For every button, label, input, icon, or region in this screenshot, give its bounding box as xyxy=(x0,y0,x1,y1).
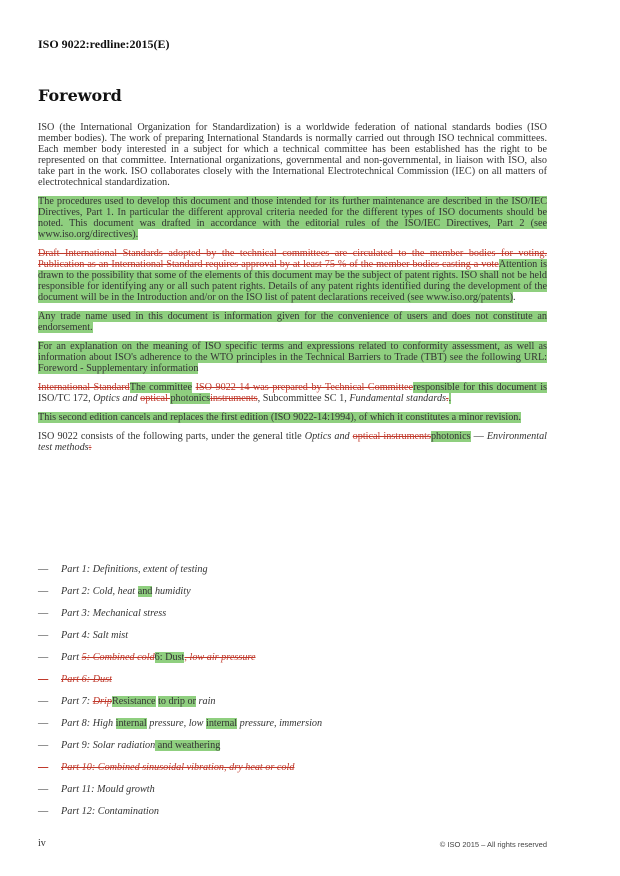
paragraph-trade-name xyxy=(38,311,547,333)
list-item-text: Part 4: Salt mist xyxy=(61,630,129,641)
list-dash: — xyxy=(38,630,49,641)
list-item xyxy=(38,585,547,607)
deleted-text: Drip xyxy=(92,696,112,707)
italic-text: Environmental test methods xyxy=(38,431,547,453)
deleted-text: optical instruments xyxy=(352,431,431,442)
inserted-text: This second edition cancels and replaces the first edition (ISO 9022-14:1994), of which it constitutes a minor revision. xyxy=(38,412,521,423)
italic-text: Fundamental standards xyxy=(349,393,446,404)
deleted-text: optical xyxy=(140,393,171,404)
deleted-text: Draft International Standards adopted by the technical committees are circulated to the member bodies for voting. Publication as an International Standard requires approval by at least 75 % of the member bodies casting a vote xyxy=(38,248,547,270)
list-item xyxy=(38,563,547,585)
inserted-text: and xyxy=(137,586,153,597)
list-dash: — xyxy=(38,564,49,575)
text-run: Part 9: Solar radiation xyxy=(61,740,156,751)
inserted-text: Any trade name used in this document is information given for the convenience of users and does not constitute an endorsement. xyxy=(38,311,547,333)
list-dash: — xyxy=(38,586,49,597)
list-dash: — xyxy=(38,718,49,729)
paragraph-conformity xyxy=(38,341,547,374)
inserted-text: For an explanation on the meaning of ISO specific terms and expressions related to conformity assessment, as well as information about ISO's adherence to the WTO principles in the Technical Barriers to Trade (TBT) see the following URL: Foreword - Supplementary information xyxy=(38,341,547,374)
inserted-text: to drip or xyxy=(158,696,196,707)
list-item xyxy=(38,739,547,761)
list-item xyxy=(38,651,547,673)
inserted-text: . xyxy=(448,393,452,404)
italic-text: Optics and xyxy=(93,393,141,404)
text-run: ISO 9022 consists of the following parts, under the general title xyxy=(38,431,305,442)
paragraph-procedures xyxy=(38,196,547,240)
inserted-text: 6: Dust xyxy=(154,652,185,663)
list-item-text: Part 3: Mechanical stress xyxy=(61,608,167,619)
list-item-text xyxy=(61,651,256,665)
paragraph-parts-intro xyxy=(38,431,547,453)
page-number: iv xyxy=(38,838,46,849)
list-dash: — xyxy=(38,806,49,817)
list-item xyxy=(38,695,547,717)
text-run: — xyxy=(470,431,487,442)
text-run: Part 8: High xyxy=(61,718,116,729)
inserted-text: Resistance xyxy=(111,696,156,707)
text-run: rain xyxy=(196,696,216,707)
text-run: ISO/TC 172, xyxy=(38,393,94,404)
document-header: ISO 9022:redline:2015(E) xyxy=(38,37,170,51)
list-dash: — xyxy=(38,784,49,795)
text-run: , Subcommittee SC 1, xyxy=(257,393,350,404)
inserted-text: photonics xyxy=(430,431,471,442)
text-run: Part 7: xyxy=(61,696,93,707)
list-item xyxy=(38,673,547,695)
list-dash: — xyxy=(38,674,49,685)
list-item-text: Part 1: Definitions, extent of testing xyxy=(61,564,208,575)
inserted-text: internal xyxy=(206,718,238,729)
deleted-text: ISO 9022-14 was prepared by Technical Committee xyxy=(195,382,414,393)
text-run: Part 2: Cold, heat xyxy=(61,586,138,597)
deleted-text: 5: Combined cold xyxy=(81,652,155,663)
paragraph-iso-intro: ISO (the International Organization for Standardization) is a worldwide federation of national standards bodies (ISO member bodies). The work of preparing International Standards is normally carried out through ISO technical committees. Each member body interested in a subject for which a technical committee has been established has the right to be represented on that committee. International organizations, governmental and non-governmental, in liaison with ISO, also take part in the work. ISO collaborates closely with the International Electrotechnical Commission (IEC) on all matters of electrotechnical standardization. xyxy=(38,122,547,188)
deleted-text: Part 10: Combined sinusoidal vibration, dry heat or cold xyxy=(61,762,295,773)
text-run: . xyxy=(513,292,516,303)
paragraph-patents xyxy=(38,248,547,303)
text-run: pressure, low xyxy=(146,718,206,729)
inserted-text: Attention is drawn to the possibility that some of the elements of this document may be the subject of patent rights. ISO shall not be held responsible for identifying any or all such patent rights. Details of any patent rights identified during the development of the document will be in the Introduction and/or on the ISO list of patent declarations received (see www.iso.org/patents) xyxy=(38,259,547,303)
inserted-text: responsible for this document is xyxy=(413,382,547,393)
paragraph-edition xyxy=(38,412,547,423)
parts-list xyxy=(38,563,547,827)
inserted-text: The procedures used to develop this document and those intended for its further maintenance are described in the ISO/IEC Directives, Part 1. In particular the different approval criteria needed for the different types of ISO documents should be noted. This document was drafted in accordance with the editorial rules of the ISO/IEC Directives, Part 2 (see www.iso.org/directives). xyxy=(38,196,547,240)
list-item xyxy=(38,717,547,739)
list-dash: — xyxy=(38,740,49,751)
foreword-body xyxy=(38,122,547,461)
list-dash: — xyxy=(38,608,49,619)
text-run: Part xyxy=(61,652,82,663)
deleted-text: , low air pressure xyxy=(184,652,256,663)
list-item xyxy=(38,607,547,629)
list-item xyxy=(38,783,547,805)
deleted-text: International Standard xyxy=(38,382,130,393)
text-run: humidity xyxy=(152,586,191,597)
deleted-text: . xyxy=(446,393,449,404)
copyright-notice: © ISO 2015 – All rights reserved xyxy=(439,840,547,849)
list-item-text: Part 11: Mould growth xyxy=(61,784,155,795)
deleted-text: : xyxy=(88,442,92,453)
page-title: Foreword xyxy=(38,86,122,105)
deleted-text: instruments xyxy=(210,393,258,404)
list-dash: — xyxy=(38,696,49,707)
list-dash: — xyxy=(38,652,49,663)
text-run: pressure, immersion xyxy=(237,718,323,729)
list-item-text xyxy=(61,739,220,753)
list-item xyxy=(38,629,547,651)
italic-text: Optics and xyxy=(304,431,353,442)
deleted-text: Part 6: Dust xyxy=(61,674,112,685)
list-item-text xyxy=(61,585,191,599)
inserted-text: internal xyxy=(115,718,147,729)
inserted-text: The committee xyxy=(129,382,193,393)
inserted-text: photonics xyxy=(170,393,211,404)
list-item xyxy=(38,805,547,827)
list-item-text xyxy=(61,717,322,731)
list-item-text: Part 12: Contamination xyxy=(61,806,159,817)
list-dash: — xyxy=(38,762,49,773)
inserted-text: and weathering xyxy=(155,740,221,751)
paragraph-committee xyxy=(38,382,547,404)
list-item xyxy=(38,761,547,783)
list-item-text xyxy=(61,695,216,709)
